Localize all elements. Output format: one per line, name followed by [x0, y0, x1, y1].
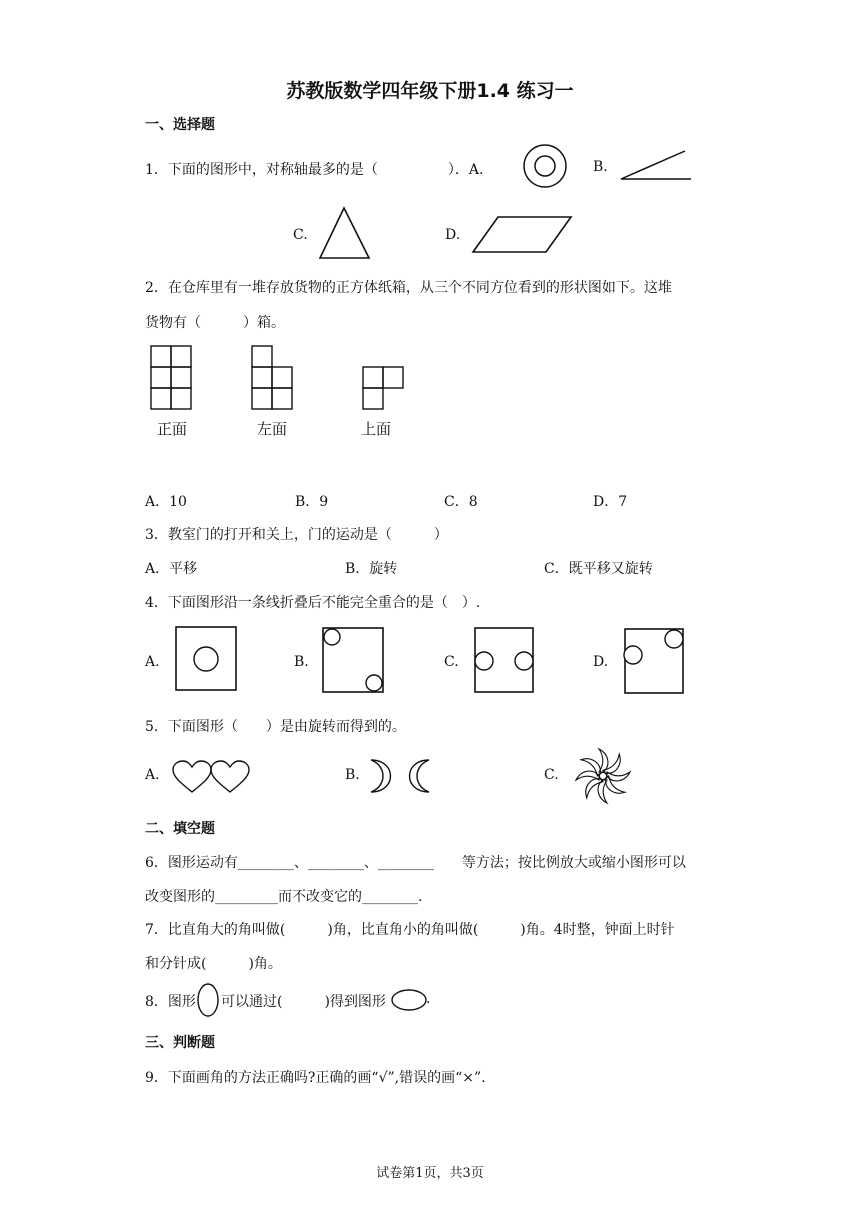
ring-figure [520, 144, 572, 190]
section-heading-choice: 一、选择题 [145, 117, 215, 133]
front-view-grid [148, 343, 196, 413]
two-hearts-figure [170, 758, 254, 798]
question-3-option-a: A．平移 [145, 561, 198, 577]
top-view-grid [360, 364, 410, 412]
question-8-text-part2: 可以通过( )得到图形 [221, 994, 386, 1010]
question-1-option-b-label: B. [593, 159, 608, 175]
top-view-caption: 上面 [361, 420, 392, 438]
question-4-option-c-label: C. [444, 654, 459, 670]
question-7-text-line1: 7．比直角大的角叫做( )角，比直角小的角叫做( )角。4时整，钟面上时针 [145, 922, 675, 938]
page-title: 苏教版数学四年级下册1.4 练习一 [286, 80, 574, 102]
question-1-option-c-label: C. [293, 227, 308, 243]
question-4-option-b-label: B. [294, 654, 309, 670]
question-6-text-line1: 6．图形运动有________、________、________ 等方法；按比例放大或缩小图形可以 [145, 855, 686, 871]
vertical-ellipse-figure [196, 982, 220, 1018]
question-8-text-part3: . [426, 991, 431, 1007]
question-3-text: 3．教室门的打开和关上，门的运动是（ ） [145, 527, 448, 543]
angle-figure [615, 146, 697, 186]
section-heading-fill: 二、填空题 [145, 821, 215, 837]
question-2-option-b: B．9 [295, 494, 329, 510]
question-1-text: 1．下面的图形中，对称轴最多的是（ ）．A. [145, 162, 484, 178]
square-side-circles-figure [468, 624, 540, 696]
question-5-option-a-label: A. [145, 767, 160, 783]
question-6-text-line2: 改变图形的_________而不改变它的________. [145, 889, 423, 905]
question-3-option-b: B．旋转 [345, 561, 398, 577]
question-4-option-a-label: A. [145, 654, 160, 670]
left-view-caption: 左面 [257, 420, 288, 438]
pinwheel-blade [580, 775, 603, 798]
parallelogram-figure [468, 211, 578, 257]
question-2-text-line2: 货物有（ ）箱。 [145, 315, 285, 331]
left-view-grid [249, 343, 297, 413]
question-8-text-part1: 8．图形 [145, 994, 196, 1010]
page-footer: 试卷第1页，共3页 [376, 1166, 484, 1181]
question-4-text: 4．下面图形沿一条线折叠后不能完全重合的是（ ）. [145, 595, 481, 611]
question-5-option-b-label: B. [345, 767, 360, 783]
two-crescents-figure [367, 756, 433, 796]
question-7-text-line2: 和分针成( )角。 [145, 956, 282, 972]
square-center-circle-figure [172, 624, 240, 694]
pinwheel-blade [602, 776, 625, 799]
pinwheel-figure [570, 746, 636, 806]
question-2-text-line1: 2．在仓库里有一堆存放货物的正方体纸箱，从三个不同方位看到的形状图如下。这堆 [145, 280, 672, 296]
pinwheel-blade [603, 754, 626, 777]
question-2-option-d: D．7 [593, 494, 628, 510]
front-view-caption: 正面 [157, 420, 188, 438]
question-9-text: 9．下面画角的方法正确吗?正确的画“√”,错误的画“×”. [145, 1070, 486, 1086]
square-diagonal-circles-figure [318, 624, 388, 696]
triangle-figure [316, 202, 374, 262]
section-heading-judgement: 三、判断题 [145, 1035, 215, 1051]
question-5-text: 5．下面图形（ ）是由旋转而得到的。 [145, 719, 406, 735]
question-2-option-c: C．8 [444, 494, 478, 510]
question-2-option-a: A．10 [145, 494, 187, 510]
question-3-option-c: C．既平移又旋转 [544, 561, 653, 577]
question-5-option-c-label: C. [544, 767, 559, 783]
horizontal-ellipse-figure [390, 987, 431, 1013]
square-offset-circles-figure [618, 624, 690, 696]
question-1-option-d-label: D. [445, 227, 461, 243]
pinwheel-blade [581, 753, 604, 776]
question-4-option-d-label: D. [593, 654, 609, 670]
